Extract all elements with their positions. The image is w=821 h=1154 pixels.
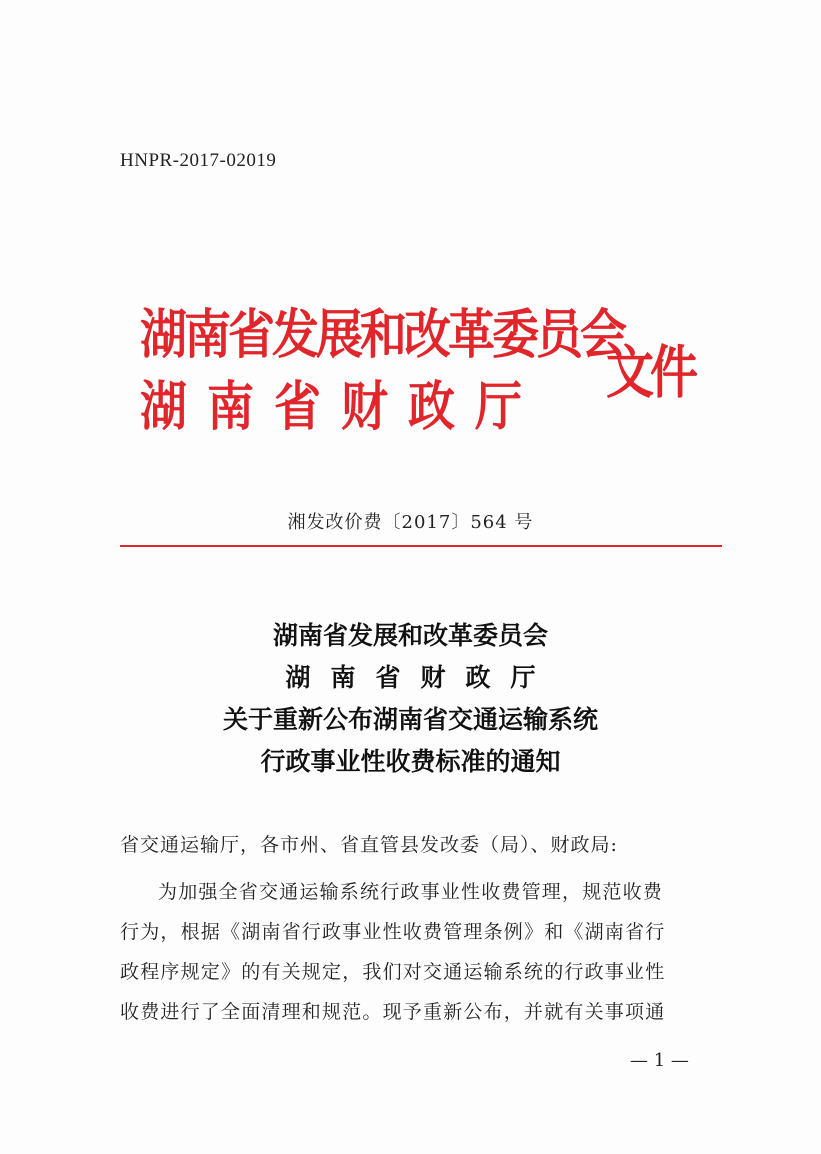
body-paragraph xyxy=(120,872,723,1032)
document-code: HNPR-2017-02019 xyxy=(120,150,277,171)
body-line-2: 行为，根据《湖南省行政事业性收费管理条例》和《湖南省行 xyxy=(120,921,666,943)
title-line-4: 行政事业性收费标准的通知 xyxy=(260,747,561,776)
title-line-2: 湖南省财政厅 xyxy=(285,663,556,692)
body-line-3: 政程序规定》的有关规定，我们对交通运输系统的行政事业性 xyxy=(120,961,666,983)
red-header xyxy=(140,285,720,438)
title-line-3: 关于重新公布湖南省交通运输系统 xyxy=(222,705,598,734)
header-suffix: 文件 xyxy=(606,339,695,407)
notice-title xyxy=(0,615,821,783)
addressee: 省交通运输厅，各市州、省直管县发改委（局）、财政局: xyxy=(120,834,618,856)
body-line-1: 为加强全省交通运输系统行政事业性收费管理，规范收费 xyxy=(158,881,664,903)
red-divider xyxy=(120,545,722,547)
issuer-line-1: 湖南省发展和改革委员会 xyxy=(140,304,624,366)
title-line-1: 湖南省发展和改革委员会 xyxy=(272,621,548,650)
issuer-line-2: 湖南省财政厅 xyxy=(140,376,542,438)
body-line-4: 收费进行了全面清理和规范。现予重新公布，并就有关事项通 xyxy=(120,1001,666,1023)
document-number: 湘发改价费〔2017〕564 号 xyxy=(287,512,534,533)
page-number: — 1 — xyxy=(630,1050,689,1071)
